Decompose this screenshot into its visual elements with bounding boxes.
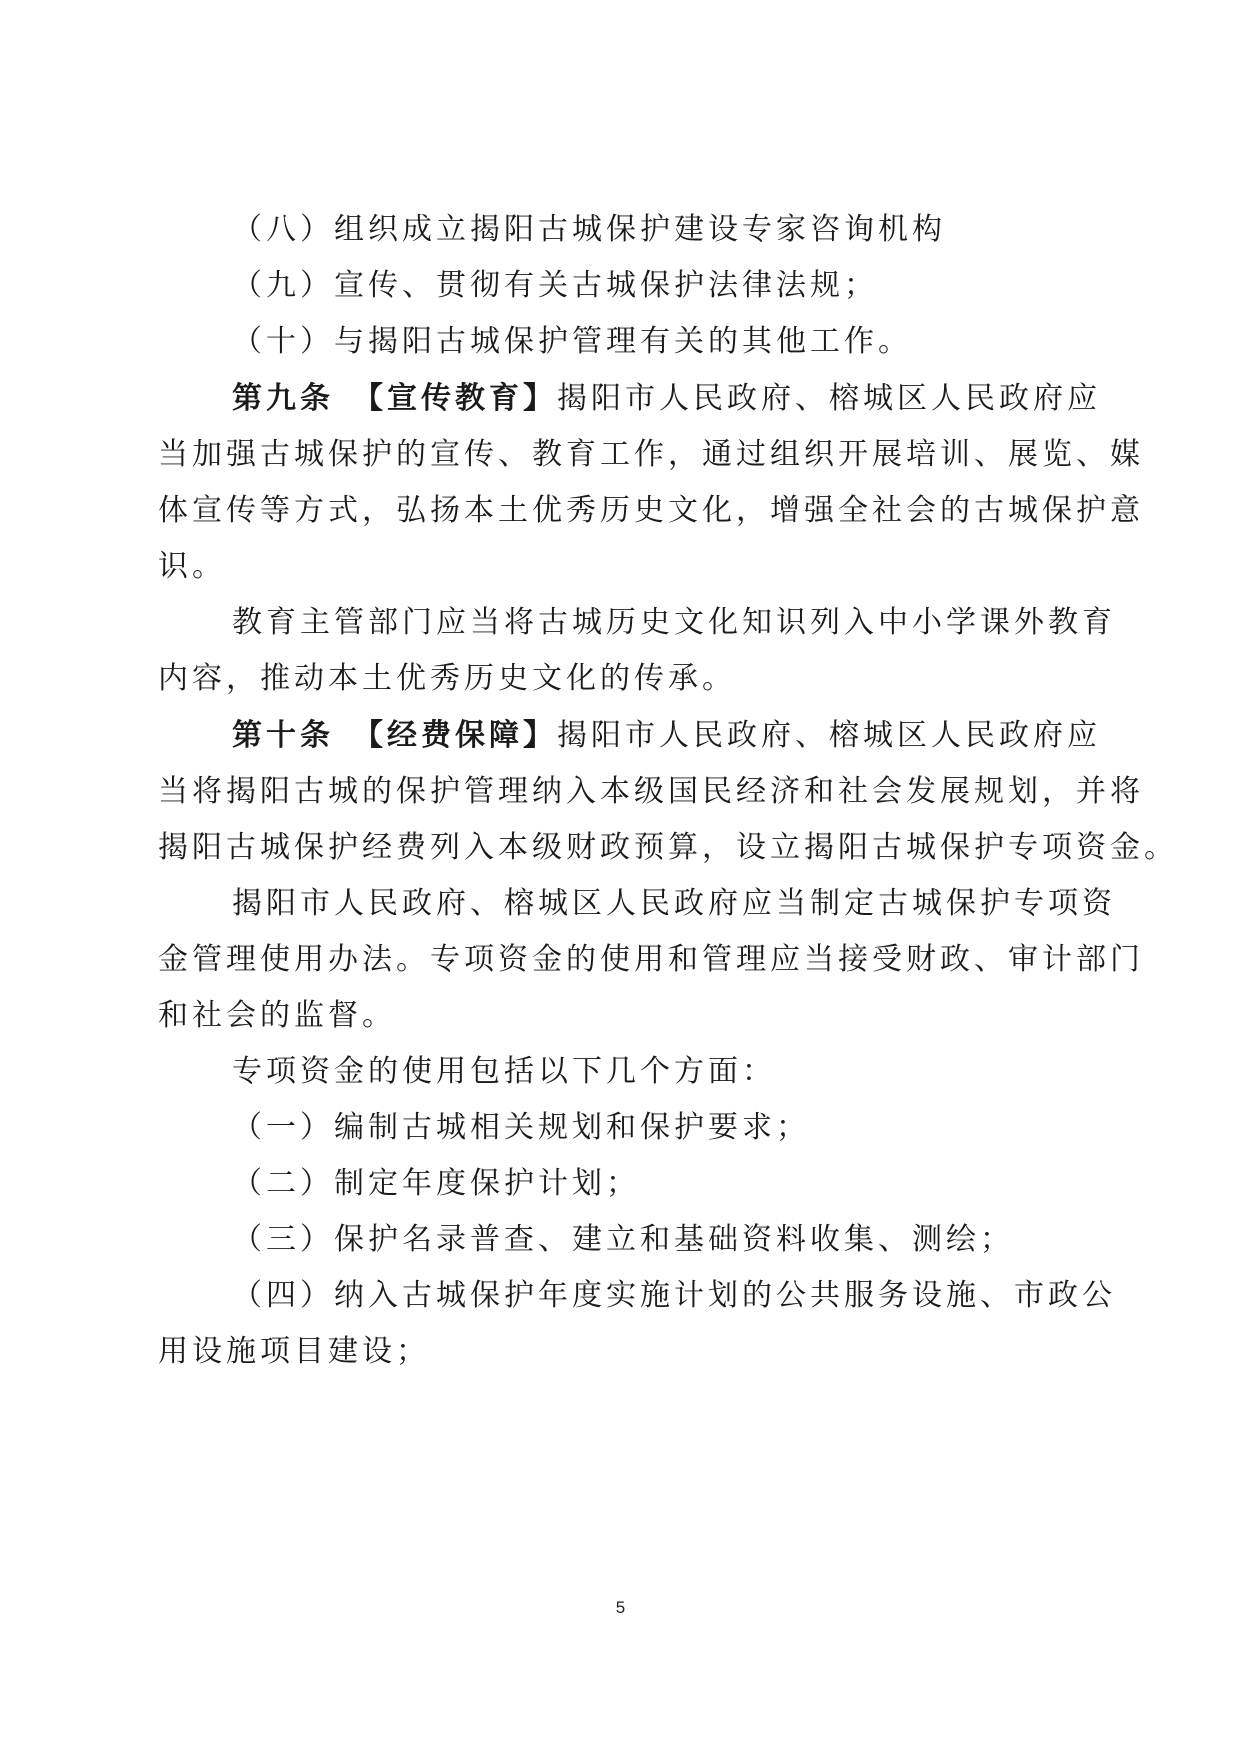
paragraph-line: 教育主管部门应当将古城历史文化知识列入中小学课外教育 bbox=[232, 605, 1116, 640]
list-item-8: （八）组织成立揭阳古城保护建设专家咨询机构 bbox=[232, 212, 946, 247]
article-9-heading: 第九条 【宣传教育】 bbox=[232, 381, 557, 416]
list-item-4: （四）纳入古城保护年度实施计划的公共服务设施、市政公 bbox=[232, 1278, 1116, 1313]
article-10-text: 揭阳市人民政府、榕城区人民政府应 bbox=[557, 718, 1101, 753]
page-number: 5 bbox=[615, 1598, 626, 1617]
paragraph-line: 和社会的监督。 bbox=[158, 998, 396, 1033]
paragraph-line: 专项资金的使用包括以下几个方面： bbox=[232, 1054, 776, 1089]
article-9-text: 揭阳市人民政府、榕城区人民政府应 bbox=[557, 381, 1101, 416]
article-10-first-line bbox=[232, 718, 1162, 754]
paragraph-line: 体宣传等方式，弘扬本土优秀历史文化，增强全社会的古城保护意 bbox=[158, 493, 1144, 528]
article-10-heading: 第十条 【经费保障】 bbox=[232, 718, 557, 753]
list-item-3: （三）保护名录普查、建立和基础资料收集、测绘； bbox=[232, 1222, 1014, 1257]
paragraph-line: 内容，推动本土优秀历史文化的传承。 bbox=[158, 661, 736, 696]
paragraph-line: 揭阳古城保护经费列入本级财政预算，设立揭阳古城保护专项资金。 bbox=[158, 830, 1178, 865]
paragraph-line: 揭阳市人民政府、榕城区人民政府应当制定古城保护专项资 bbox=[232, 886, 1116, 921]
list-item-1: （一）编制古城相关规划和保护要求； bbox=[232, 1110, 810, 1145]
list-item-10: （十）与揭阳古城保护管理有关的其他工作。 bbox=[232, 324, 912, 359]
list-item-4-continued: 用设施项目建设； bbox=[158, 1334, 430, 1369]
paragraph-line: 金管理使用办法。专项资金的使用和管理应当接受财政、审计部门 bbox=[158, 942, 1144, 977]
article-9-first-line bbox=[232, 381, 1162, 417]
paragraph-line: 当加强古城保护的宣传、教育工作，通过组织开展培训、展览、媒 bbox=[158, 437, 1144, 472]
paragraph-line: 识。 bbox=[158, 549, 226, 584]
list-item-9: （九）宣传、贯彻有关古城保护法律法规； bbox=[232, 268, 878, 303]
list-item-2: （二）制定年度保护计划； bbox=[232, 1166, 640, 1201]
paragraph-line: 当将揭阳古城的保护管理纳入本级国民经济和社会发展规划，并将 bbox=[158, 774, 1144, 809]
